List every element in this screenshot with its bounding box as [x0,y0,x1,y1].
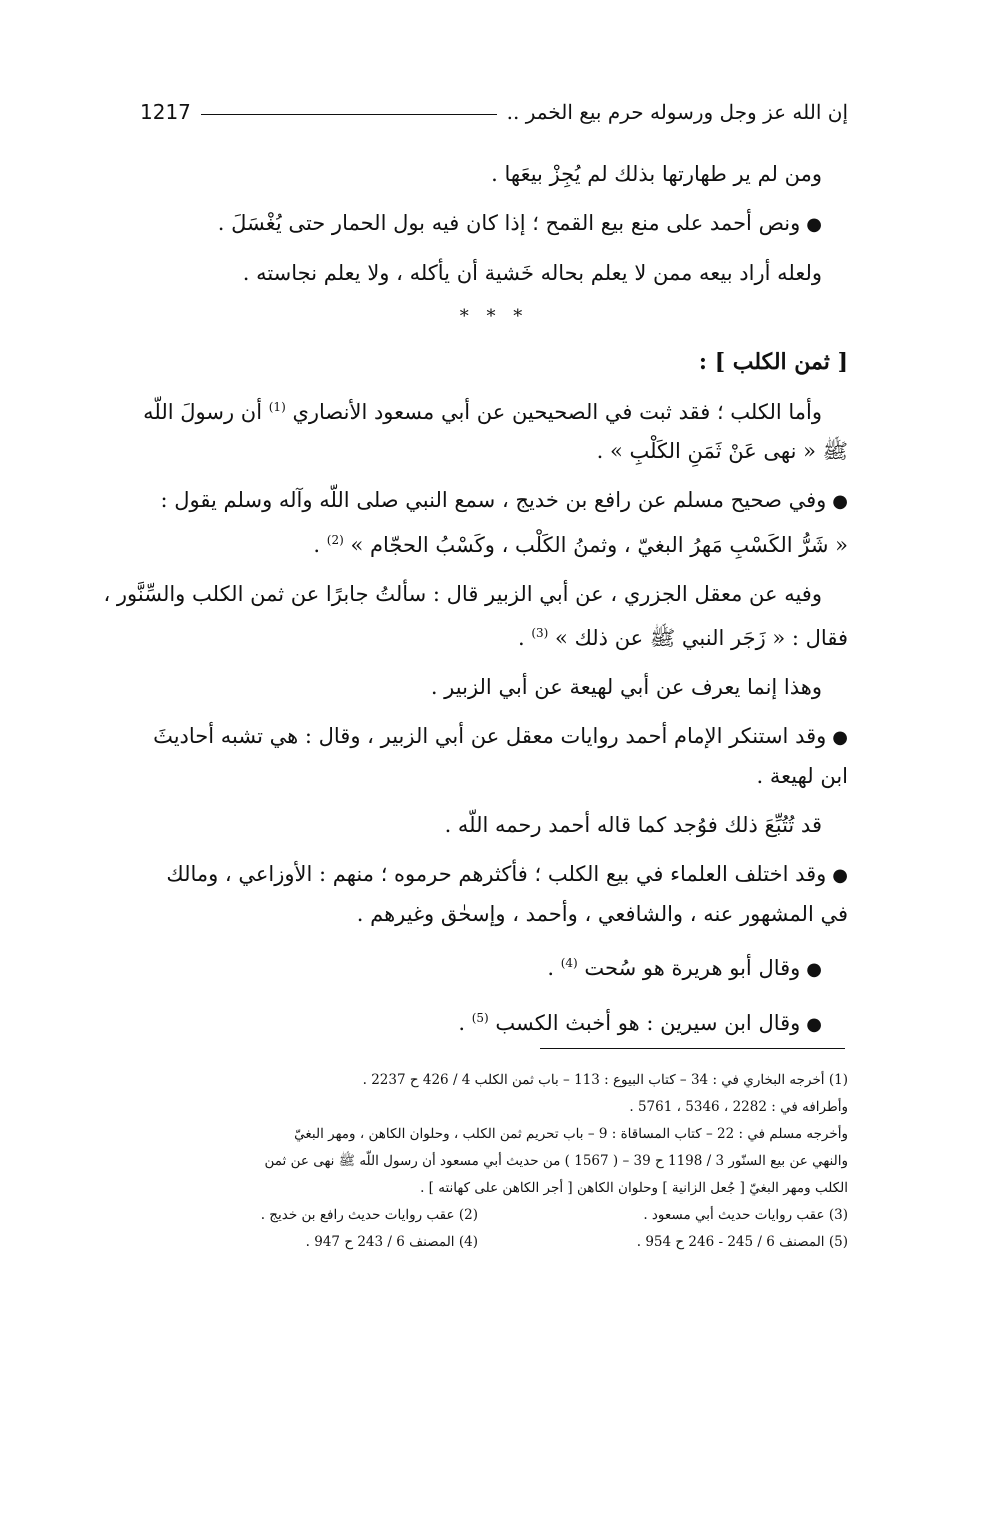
paragraph-6: وفيه عن معقل الجزري ، عن أبي الزبير قال : سألتُ جابرًا عن ثمن الكلب والسِّنَّور ، [103,582,822,606]
paragraph-8: ●وقد استنكر الإمام أحمد روايات معقل عن أبي الزبير ، وقال : هي تشبه أحاديثَ [153,724,848,748]
running-title: إن الله عز وجل ورسوله حرم بيع الخمر .. [506,100,848,124]
footnote-ref-2: (2) [326,533,344,547]
section-heading: [ ثمن الكلب ] : [698,349,848,375]
paragraph-10-cont: في المشهور عنه ، والشافعي ، وأحمد ، وإسحٰق وغيرهم . [356,902,848,926]
footnote-2: (2) عقب روايات حديث رافع بن خديج . [260,1207,478,1223]
paragraph-8-cont: ابن لهيعة . [756,764,848,788]
footnote-5: (5) المصنف 6 / 245 - 246 ح 954 . [636,1234,848,1250]
footnote-1: (1) أخرجه البخاري في : 34 – كتاب البيوع : 113 – باب ثمن الكلب 4 / 426 ح 2237 . [362,1072,848,1088]
footnote-1-line-3: وأخرجه مسلم في : 22 – كتاب المساقاة : 9 – باب تحريم ثمن الكلب ، وحلوان الكاهن ، ومهر البغيّ [294,1126,848,1142]
footnote-1-line-5: الكلب ومهر البغيّ [ جُعل الزانية ] وحلوان الكاهن [ أجر الكاهن على كهانته ] . [420,1180,848,1196]
bullet-icon: ● [806,959,822,980]
bullet-icon: ● [832,491,848,512]
footnote-4: (4) المصنف 6 / 243 ح 947 . [305,1234,478,1250]
section-heading-text: ثمن الكلب [732,349,830,375]
footnotes [140,1070,848,1259]
paragraph-1: ومن لم ير طهارتها بذلك لم يُجِزْ بيعَها . [491,162,822,186]
footnote-ref-4: (4) [560,956,578,970]
main-text [103,158,848,1057]
footnote-row-4-5 [140,1232,848,1253]
paragraph-12: ●وقال ابن سيرين : هو أخبث الكسب $^{(5)}$ . [458,1011,822,1035]
paragraph-6-cont: فقال : « زَجَر النبي ﷺ عن ذلك » $^{(3)}$ . [517,626,848,650]
paragraph-4-cont: ﷺ « نهى عَنْ ثَمَنِ الكَلْبِ » . [596,439,848,463]
paragraph-4: وأما الكلب ؛ فقد ثبت في الصحيحين عن أبي مسعود الأنصاري $^{(1)}$ أن رسولَ اللّه [143,400,822,424]
bullet-icon: ● [806,1014,822,1035]
paragraph-3: ولعله أراد بيعه ممن لا يعلم بحاله خَشية أن يأكله ، ولا يعلم نجاسته . [242,261,822,285]
paragraph-9: قد تُتُبِّعَ ذلك فوُجد كما قاله أحمد رحمه اللّه . [444,813,822,837]
footnote-ref-3: (3) [531,626,549,640]
paragraph-10: ●وقد اختلف العلماء في بيع الكلب ؛ فأكثرهم حرموه ؛ منهم : الأوزاعي ، ومالك [166,862,848,886]
paragraph-7: وهذا إنما يعرف عن أبي لهيعة عن أبي الزبير . [430,675,822,699]
paragraph-5-cont: « شَرُّ الكَسْبِ مَهرُ البغيّ ، وثمنُ الكَلْب ، وكَسْبُ الحجّام » $^{(2)}$ . [313,533,848,557]
section-separator: * * * [459,306,529,327]
paragraph-11: ●وقال أبو هريرة هو سُحت $^{(4)}$ . [547,956,822,980]
paragraph-5: ●وفي صحيح مسلم عن رافع بن خديج ، سمع النبي صلى اللّه وآله وسلم يقول : [160,488,848,512]
page-number: 1217 [140,100,191,124]
footnote-1-line-4: والنهي عن بيع السنّور 3 / 1198 ح 39 – ( 1567 ) من حديث أبي مسعود أن رسول اللّه ﷺ نهى عن ثمن [264,1153,848,1169]
running-header [140,92,848,132]
bullet-icon: ● [806,214,822,235]
paragraph-2: ●ونص أحمد على منع بيع القمح ؛ إذا كان فيه بول الحمار حتى يُغْسَلَ . [217,211,822,235]
bullet-icon: ● [832,727,848,748]
footnote-row-2-3 [140,1205,848,1226]
footnote-ref-1: (1) [268,400,286,414]
footnote-3: (3) عقب روايات حديث أبي مسعود . [643,1207,848,1223]
footnote-1-line-2: وأطرافه في : 2282 ، 5346 ، 5761 . [629,1099,848,1115]
bullet-icon: ● [832,865,848,886]
footnote-rule [540,1048,845,1049]
header-rule [201,114,497,115]
footnote-ref-5: (5) [471,1011,489,1025]
